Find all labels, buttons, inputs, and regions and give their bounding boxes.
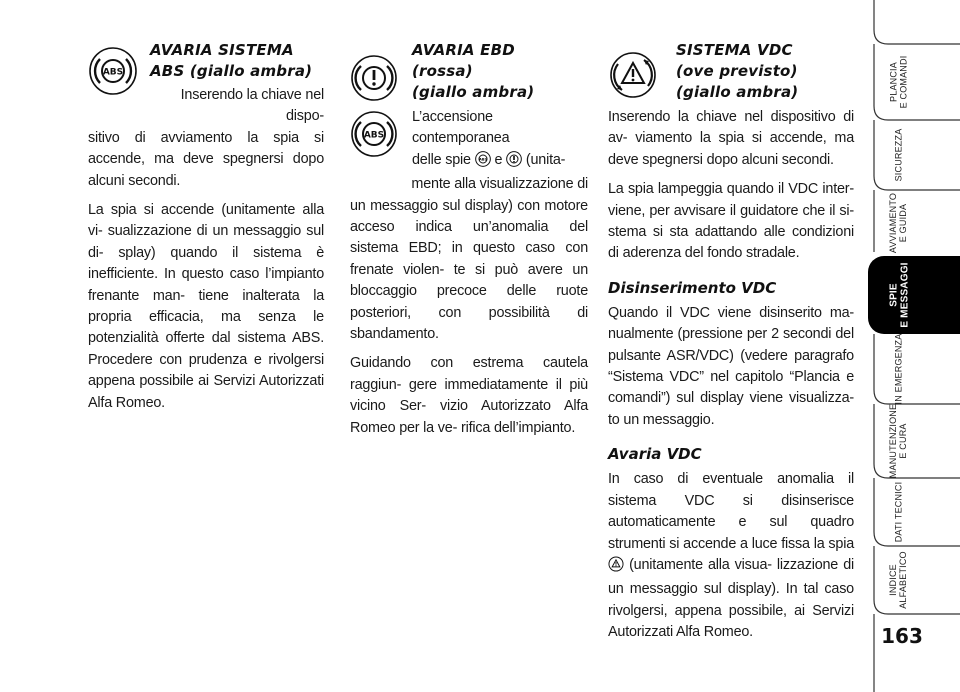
brake-warning-icon — [350, 54, 398, 102]
svg-text:ABS: ABS — [478, 157, 487, 162]
tab-in-emergenza[interactable]: IN EMERGENZA — [893, 333, 904, 405]
ebd-paragraph-2: Guidando con estrema cautela raggiun- gere immediatamente il più vicino Ser- vizio Autorizzato Alfa Romeo per la ve- rifica dell’impianto. — [350, 355, 588, 436]
tab-manutenzione-cura[interactable]: MANUTENZIONE E CURA — [888, 403, 908, 479]
section-vdc-system — [608, 40, 854, 652]
vdc-paragraph-2: La spia lampeggia quando il VDC inter- viene, per avvisare il guidatore che il si- stema si sta adattando alle condizioni di aderenza del fondo stradale. — [608, 181, 854, 262]
ebd-intro-line1: L’accensione contemporanea — [412, 109, 510, 147]
abs-ebd-warning-icon — [350, 110, 398, 158]
ebd-intro-line3: mente alla visualizzazione di — [411, 176, 588, 193]
tab-avviamento-guida[interactable]: AVVIAMENTO E GUIDA — [888, 192, 908, 254]
ebd-title-line3: (giallo ambra) — [412, 83, 535, 101]
abs-paragraph-1: sitivo di avviamento la spia si accende, ma deve spegnersi dopo alcuni secondi. — [88, 129, 324, 189]
tab-plancia-comandi[interactable]: PLANCIA E COMANDI — [888, 55, 908, 109]
vdc-inline-icon — [608, 556, 624, 579]
abs-paragraph-2: La spia si accende (unitamente alla vi- sualizzazione di un messaggio sul di- splay) quando il sistema è inefficiente. In questo caso l’impianto frenante man- tiene inalterata la propria efficacia, ma senza le potenzialità offerte dal sistema ABS. Procedere con prudenza e rivolgersi appena possibile ai Servizi Autorizzati Alfa Romeo. — [88, 202, 324, 411]
vdc-title-line1: SISTEMA VDC — [676, 41, 793, 59]
ebd-title-line2: (rossa) — [412, 62, 473, 80]
section-ebd-failure — [350, 40, 588, 447]
abs-inline-icon — [475, 151, 491, 174]
tab-indice-alfabetico[interactable]: INDICE ALFABETICO — [888, 551, 908, 609]
vdc-failure-heading: Avaria VDC — [608, 445, 702, 464]
ebd-intro-line2: delle spie ABS e (unita- — [412, 150, 588, 174]
ebd-paragraph-1: un messaggio sul display) con motore acceso indica un’anomalia del sistema EBD; in questo caso con frenate violen- te si può avere un bloccaggio precoce delle ruote posteriori, con possibilità di sbandamento. — [350, 197, 588, 343]
ebd-title-line1: AVARIA EBD — [412, 41, 515, 59]
abs-title-line1: AVARIA SISTEMA — [150, 41, 294, 59]
tab-spie-messaggi[interactable]: SPIE E MESSAGGI — [868, 256, 960, 334]
abs-title-line2: ABS (giallo ambra) — [150, 62, 313, 80]
svg-text:ABS: ABS — [363, 130, 385, 141]
svg-text:ABS: ABS — [102, 67, 124, 78]
tab-dati-tecnici[interactable]: DATI TECNICI — [893, 481, 904, 543]
section-abs-failure — [88, 40, 324, 422]
vdc-warning-icon — [608, 50, 658, 100]
chapter-sidebar — [868, 0, 960, 692]
vdc-paragraph-4: In caso di eventuale anomalia il sistema VDC si disinserisce automaticamente e sul quadro strumenti si accende a luce fissa la spia (unitamente alla visua- lizzazione di un messaggio sul display). In tal caso rivolgersi, appena possibile, ai Servizi Autorizzati Alfa Romeo. — [608, 471, 854, 641]
vdc-disable-heading: Disinserimento VDC — [608, 278, 777, 297]
abs-warning-icon — [88, 46, 138, 96]
page-number: 163 — [881, 624, 923, 648]
brake-inline-icon — [506, 151, 522, 174]
vdc-title-line2: (ove previsto) — [676, 62, 798, 80]
vdc-paragraph-3: Quando il VDC viene disinserito ma- nualmente (pressione per 2 secondi del pulsante ASR/VDC) (vedere paragrafo “Sistema VDC” nel capitolo “Plancia e comandi”) sul display viene visualizza- to un messaggio. — [608, 304, 854, 428]
tab-sicurezza[interactable]: SICUREZZA — [893, 128, 903, 182]
vdc-title-line3: (giallo ambra) — [676, 83, 799, 101]
vdc-paragraph-1: Inserendo la chiave nel dispositivo di av- viamento la spia si accende, ma deve spegnersi dopo alcuni secondi. — [608, 109, 854, 168]
abs-intro-text: Inserendo la chiave nel dispo- — [180, 87, 324, 125]
